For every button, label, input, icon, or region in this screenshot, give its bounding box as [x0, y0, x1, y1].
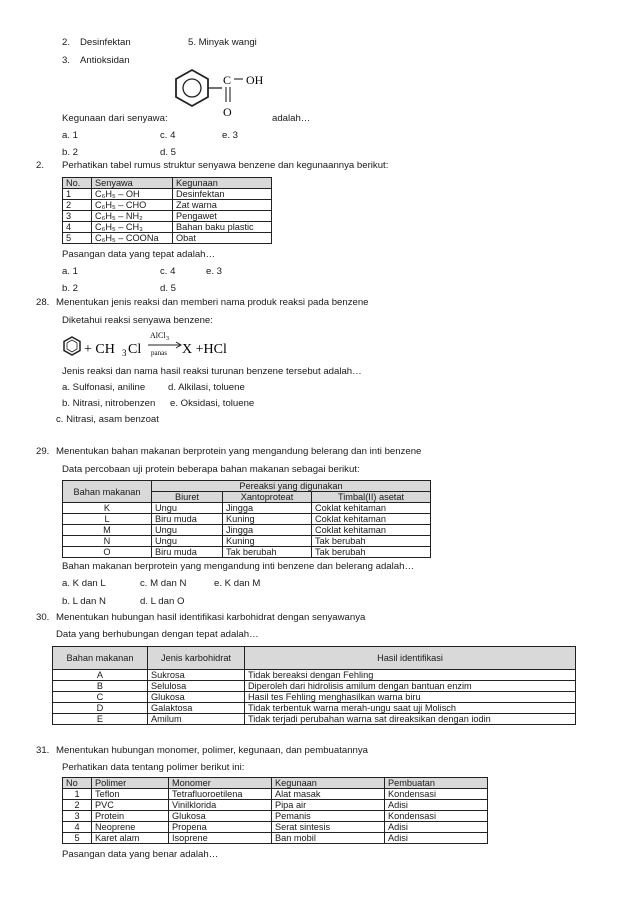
table-row: [63, 822, 488, 833]
table-cell: Alat masak: [272, 789, 385, 800]
table-cell: Coklat kehitaman: [312, 514, 431, 525]
table-cell: C₆H₅ – CHO: [92, 200, 173, 211]
benzoic-acid-structure: [168, 62, 278, 120]
table-cell: Sukrosa: [148, 670, 245, 681]
structure-carbon: C: [223, 73, 232, 87]
list-num-2: 2.: [62, 37, 71, 48]
table-cell: Galaktosa: [148, 703, 245, 714]
table-cell: E: [53, 714, 148, 725]
table-cell: PVC: [92, 800, 169, 811]
option-e[interactable]: e. 3: [222, 130, 239, 141]
table-row: [63, 525, 431, 536]
table-header: Polimer: [92, 778, 169, 789]
table-cell: Protein: [92, 811, 169, 822]
usage-question-suffix: adalah…: [272, 113, 311, 124]
table-cell: Biru muda: [152, 547, 223, 558]
table-row: [63, 222, 272, 233]
list-item-antioksidan: Antioksidan: [80, 55, 130, 66]
reactant-methyl-chloride: + CH: [84, 342, 115, 357]
table-cell: Hasil tes Fehling menghasilkan warna biru: [245, 692, 576, 703]
benzene-usage-table: [62, 177, 272, 244]
option-b[interactable]: b. 2: [62, 147, 79, 158]
question-text: Perhatikan data tentang polimer berikut ini:: [62, 762, 245, 773]
table-cell: Ungu: [152, 536, 223, 547]
reactant-subscript: 3: [122, 348, 127, 358]
table-cell: Coklat kehitaman: [312, 503, 431, 514]
table-row: [63, 233, 272, 244]
table-cell: 2: [63, 200, 92, 211]
table-header: Senyawa: [92, 178, 173, 189]
option-c[interactable]: c. Nitrasi, asam benzoat: [56, 414, 159, 425]
table-cell: Teflon: [92, 789, 169, 800]
table-row: [63, 189, 272, 200]
table-cell: Adisi: [385, 822, 488, 833]
option-c[interactable]: c. 4: [160, 130, 176, 141]
reactant-chlorine: Cl: [128, 342, 142, 357]
table-cell: Tetrafluoroetilena: [169, 789, 272, 800]
table-cell: K: [63, 503, 152, 514]
table-cell: Pengawet: [173, 211, 272, 222]
question-prompt: Pasangan data yang tepat adalah…: [62, 249, 216, 260]
table-cell: Desinfektan: [173, 189, 272, 200]
table-cell: Amilum: [148, 714, 245, 725]
table-row: [53, 703, 576, 714]
table-cell: 1: [63, 189, 92, 200]
option-e[interactable]: e. 3: [206, 266, 223, 277]
table-cell: 2: [63, 800, 92, 811]
table-cell: 3: [63, 211, 92, 222]
table-cell: C₆H₅ – NH₂: [92, 211, 173, 222]
table-cell: 4: [63, 822, 92, 833]
question-title: Menentukan bahan makanan berprotein yang mengandung belerang dan inti benzene: [56, 446, 422, 457]
question-title: Menentukan jenis reaksi dan memberi nama produk reaksi pada benzene: [56, 297, 369, 308]
option-c[interactable]: c. 4: [160, 266, 176, 277]
table-cell: Tidak bereaksi dengan Fehling: [245, 670, 576, 681]
option-b[interactable]: b. Nitrasi, nitrobenzen: [62, 398, 156, 409]
table-cell: Neoprene: [92, 822, 169, 833]
list-item-desinfektan: Desinfektan: [80, 37, 131, 48]
question-number: 31.: [36, 745, 50, 756]
table-cell: Jingga: [223, 525, 312, 536]
table-cell: Ban mobil: [272, 833, 385, 844]
question-prompt: Bahan makanan berprotein yang mengandung inti benzene dan belerang adalah…: [62, 561, 415, 572]
table-header: Bahan makanan: [53, 647, 148, 670]
table-cell: Karet alam: [92, 833, 169, 844]
table-row: [63, 811, 488, 822]
question-text: Data percobaan uji protein beberapa bahan makanan sebagai berikut:: [62, 464, 360, 475]
table-row: [53, 681, 576, 692]
table-row: [53, 670, 576, 681]
table-row: [63, 800, 488, 811]
table-cell: D: [53, 703, 148, 714]
question-number: 29.: [36, 446, 50, 457]
table-cell: Propena: [169, 822, 272, 833]
table-cell: Tak berubah: [312, 547, 431, 558]
table-cell: Ungu: [152, 525, 223, 536]
question-number: 30.: [36, 612, 50, 623]
option-e[interactable]: e. K dan M: [214, 578, 261, 589]
table-cell: Coklat kehitaman: [312, 525, 431, 536]
option-b[interactable]: b. L dan N: [62, 596, 106, 607]
table-cell: Tak berubah: [312, 536, 431, 547]
table-cell: Biru muda: [152, 514, 223, 525]
table-cell: Pipa air: [272, 800, 385, 811]
table-cell: Bahan baku plastic: [173, 222, 272, 233]
table-header: No: [63, 778, 92, 789]
table-cell: C: [53, 692, 148, 703]
table-header: Bahan makanan: [63, 481, 152, 503]
option-a[interactable]: a. 1: [62, 266, 79, 277]
table-row: [63, 514, 431, 525]
table-header: Biuret: [152, 492, 223, 503]
table-row: [63, 547, 431, 558]
table-cell: O: [63, 547, 152, 558]
question-prompt: Pasangan data yang benar adalah…: [62, 849, 219, 860]
table-cell: L: [63, 514, 152, 525]
table-cell: Jingga: [223, 503, 312, 514]
table-row: [63, 211, 272, 222]
product-label: X +HCl: [182, 342, 227, 357]
table-cell: 1: [63, 789, 92, 800]
question-title: Menentukan hubungan monomer, polimer, kegunaan, dan pembuatannya: [56, 745, 369, 756]
table-cell: Tidak terbentuk warna merah-ungu saat uji Molisch: [245, 703, 576, 714]
table-cell: C₆H₅ – OH: [92, 189, 173, 200]
table-cell: Kondensasi: [385, 811, 488, 822]
table-cell: Adisi: [385, 833, 488, 844]
protein-test-table: [62, 480, 431, 558]
usage-question-prefix: Kegunaan dari senyawa:: [62, 113, 168, 124]
table-cell: Kuning: [223, 536, 312, 547]
catalyst-subscript: 3: [166, 336, 169, 342]
option-e[interactable]: e. Oksidasi, toluene: [170, 398, 255, 409]
table-row: [63, 833, 488, 844]
table-header: Xantoproteat: [223, 492, 312, 503]
structure-hydroxyl: OH: [246, 73, 264, 87]
table-row: [53, 692, 576, 703]
table-header: Pereaksi yang digunakan: [152, 481, 431, 492]
table-header: No.: [63, 178, 92, 189]
table-cell: Isoprene: [169, 833, 272, 844]
table-cell: Zat warna: [173, 200, 272, 211]
option-a[interactable]: a. K dan L: [62, 578, 106, 589]
polymer-table: [62, 777, 488, 844]
question-number: 2.: [36, 160, 45, 171]
option-d[interactable]: d. L dan O: [140, 596, 185, 607]
table-cell: Glukosa: [169, 811, 272, 822]
list-num-3: 3.: [62, 55, 71, 66]
option-d[interactable]: d. 5: [160, 147, 177, 158]
table-cell: Ungu: [152, 503, 223, 514]
table-header: Pembuatan: [385, 778, 488, 789]
table-cell: 4: [63, 222, 92, 233]
table-cell: Serat sintesis: [272, 822, 385, 833]
table-cell: 5: [63, 233, 92, 244]
table-cell: Kondensasi: [385, 789, 488, 800]
question-text: Jenis reaksi dan nama hasil reaksi turunan benzene tersebut adalah…: [62, 366, 362, 377]
table-cell: B: [53, 681, 148, 692]
catalyst-label: AlCl: [150, 331, 166, 340]
list-item-minyak-wangi: 5. Minyak wangi: [188, 37, 257, 48]
table-header: Kegunaan: [272, 778, 385, 789]
table-cell: Kuning: [223, 514, 312, 525]
question-text: Perhatikan tabel rumus struktur senyawa benzene dan kegunaannya berikut:: [62, 160, 389, 171]
table-cell: 5: [63, 833, 92, 844]
table-cell: Tidak terjadi perubahan warna sat direaksikan dengan iodin: [245, 714, 576, 725]
option-b[interactable]: b. 2: [62, 283, 79, 294]
table-row: [63, 536, 431, 547]
option-d[interactable]: d. 5: [160, 283, 177, 294]
table-row: [63, 503, 431, 514]
carbohydrate-table: [52, 646, 576, 725]
table-header: Jenis karbohidrat: [148, 647, 245, 670]
table-header: Monomer: [169, 778, 272, 789]
table-cell: Selulosa: [148, 681, 245, 692]
table-header: Kegunaan: [173, 178, 272, 189]
table-cell: C₆H₅ – CH₃: [92, 222, 173, 233]
table-cell: Adisi: [385, 800, 488, 811]
table-cell: C₆H₅ – COONa: [92, 233, 173, 244]
option-a[interactable]: a. 1: [62, 130, 79, 141]
table-cell: M: [63, 525, 152, 536]
question-number: 28.: [36, 297, 50, 308]
table-row: [63, 789, 488, 800]
question-title: Menentukan hubungan hasil identifikasi karbohidrat dengan senyawanya: [56, 612, 366, 623]
table-cell: N: [63, 536, 152, 547]
condition-label: panas: [151, 349, 167, 357]
table-cell: Tak berubah: [223, 547, 312, 558]
table-cell: Vinilklorida: [169, 800, 272, 811]
structure-oxygen: O: [223, 105, 232, 119]
table-row: [63, 200, 272, 211]
table-cell: Pemanis: [272, 811, 385, 822]
question-text: Data yang berhubungan dengan tepat adalah…: [56, 629, 259, 640]
table-row: [53, 714, 576, 725]
table-header: Timbal(II) asetat: [312, 492, 431, 503]
table-header: Hasil identifikasi: [245, 647, 576, 670]
table-cell: 3: [63, 811, 92, 822]
option-a[interactable]: a. Sulfonasi, aniline: [62, 382, 146, 393]
option-d[interactable]: d. Alkilasi, toluene: [168, 382, 245, 393]
reaction-equation: [60, 328, 250, 362]
table-cell: A: [53, 670, 148, 681]
table-cell: Diperoleh dari hidrolisis amilum dengan bantuan enzim: [245, 681, 576, 692]
question-text: Diketahui reaksi senyawa benzene:: [62, 315, 213, 326]
option-c[interactable]: c. M dan N: [140, 578, 187, 589]
table-cell: Obat: [173, 233, 272, 244]
table-cell: Glukosa: [148, 692, 245, 703]
